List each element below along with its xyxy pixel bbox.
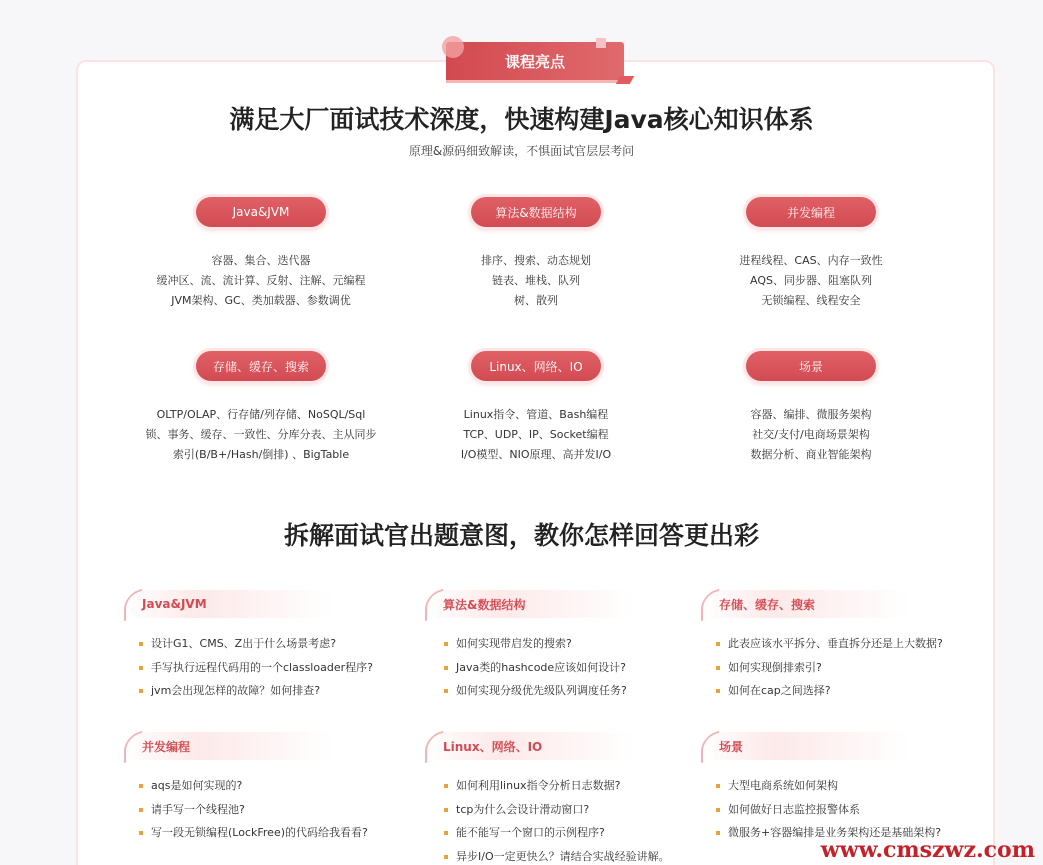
badge-label: 课程亮点 (504, 52, 565, 71)
topic-desc-scenarios (666, 405, 956, 465)
list-item: 如何利用linux指令分析日志数据? (442, 774, 742, 798)
topic-line: TCP、UDP、IP、Socket编程 (463, 428, 609, 441)
topic-pill-label: 并发编程 (786, 205, 835, 220)
list-item: 如何实现倒排索引? (714, 656, 1014, 680)
badge-decoration (596, 38, 606, 48)
topic-pill-label: 场景 (798, 359, 823, 374)
question-list-storage (714, 632, 1014, 703)
topic-line: 容器、集合、迭代器 (211, 254, 311, 267)
list-item: 如何在cap之间选择? (714, 679, 1014, 703)
topic-pill-scenarios (746, 351, 876, 381)
topic-line: 容器、编排、微服务架构 (750, 408, 872, 421)
topic-line: 缓冲区、流、流计算、反射、注解、元编程 (156, 274, 366, 287)
list-item: 如何实现带启发的搜索? (442, 632, 742, 656)
list-item: 如何实现分级优先级队列调度任务? (442, 679, 742, 703)
topic-line: 树、散列 (514, 294, 558, 307)
topic-pill-label: Java&JVM (232, 205, 290, 219)
list-item: 大型电商系统如何架构 (714, 774, 1014, 798)
topic-pill-concurrency (746, 197, 876, 227)
topic-line: 链表、堆栈、队列 (492, 274, 580, 287)
topic-pill-label: 算法&数据结构 (495, 205, 577, 220)
list-item: 能不能写一个窗口的示例程序? (442, 821, 742, 845)
question-tag-label: 存储、缓存、搜索 (719, 597, 816, 612)
topic-pill-algorithms (471, 197, 601, 227)
question-tag-label: 并发编程 (142, 739, 191, 754)
topic-line: 社交/支付/电商场景架构 (752, 428, 870, 441)
question-list-scenarios (714, 774, 1014, 845)
question-tag-scenarios (701, 732, 911, 760)
section2-title: 拆解面试官出题意图，教你怎样回答更出彩 (283, 521, 759, 550)
topic-line: Linux指令、管道、Bash编程 (463, 408, 609, 421)
topic-line: AQS、同步器、阻塞队列 (750, 274, 872, 287)
topic-pill-java-jvm (196, 197, 326, 227)
topic-line: OLTP/OLAP、行存储/列存储、NoSQL/Sql (156, 408, 366, 421)
topic-desc-java-jvm (116, 251, 406, 311)
list-item: 写一段无锁编程(LockFree)的代码给我看看? (137, 821, 437, 845)
topic-line: 数据分析、商业智能架构 (750, 448, 872, 461)
topic-pill-linux (471, 351, 601, 381)
question-tag-label: Java&JVM (142, 597, 207, 611)
topic-desc-storage (116, 405, 406, 465)
section1-subtitle: 原理&源码细致解读，不惧面试官层层考问 (408, 144, 635, 158)
question-tag-label: 场景 (719, 739, 744, 754)
site-watermark: www.cmszwz.com (820, 837, 1035, 863)
topic-desc-linux (391, 405, 681, 465)
topic-line: 锁、事务、缓存、一致性、分库分表、主从同步 (145, 428, 377, 441)
list-item: 此表应该水平拆分、垂直拆分还是上大数据? (714, 632, 1014, 656)
question-list-algorithms (442, 632, 742, 703)
topic-line: I/O模型、NIO原理、高并发I/O (460, 448, 612, 461)
topic-pill-label: 存储、缓存、搜索 (212, 359, 309, 374)
question-tag-label: 算法&数据结构 (443, 597, 526, 612)
list-item: aqs是如何实现的? (137, 774, 437, 798)
topic-line: 排序、搜索、动态规划 (481, 254, 591, 267)
question-tag-concurrency (124, 732, 334, 760)
topic-line: 无锁编程、线程安全 (761, 294, 861, 307)
list-item: 请手写一个线程池? (137, 798, 437, 822)
topic-desc-algorithms (391, 251, 681, 311)
list-item: 微服务+容器编排是业务架构还是基础架构? (714, 821, 1014, 845)
topic-line: 进程线程、CAS、内存一致性 (739, 254, 883, 267)
course-highlights-badge (446, 42, 624, 80)
list-item: 如何做好日志监控报警体系 (714, 798, 1014, 822)
question-tag-algorithms (425, 590, 635, 618)
list-item: Java类的hashcode应该如何设计? (442, 656, 742, 680)
badge-decoration (442, 36, 464, 58)
topic-line: JVM架构、GC、类加载器、参数调优 (171, 294, 351, 307)
question-tag-java-jvm (124, 590, 334, 618)
topic-desc-concurrency (666, 251, 956, 311)
question-tag-linux (425, 732, 635, 760)
list-item: jvm会出现怎样的故障？如何排查? (137, 679, 437, 703)
list-item: tcp为什么会设计滑动窗口? (442, 798, 742, 822)
topic-line: 索引(B/B+/Hash/倒排) 、BigTable (172, 448, 350, 461)
list-item: 手写执行远程代码用的一个classloader程序? (137, 656, 437, 680)
list-item: 设计G1、CMS、Z出于什么场景考虑? (137, 632, 437, 656)
question-list-java-jvm (137, 632, 437, 703)
topic-pill-storage (196, 351, 326, 381)
question-list-concurrency (137, 774, 437, 845)
topic-pill-label: Linux、网络、IO (489, 359, 583, 374)
question-tag-storage (701, 590, 911, 618)
question-list-linux (442, 774, 742, 865)
section1-title: 满足大厂面试技术深度，快速构建Java核心知识体系 (229, 105, 814, 134)
question-tag-label: Linux、网络、IO (443, 739, 543, 754)
list-item: 异步I/O一定更快么？请结合实战经验讲解。 (442, 845, 742, 865)
